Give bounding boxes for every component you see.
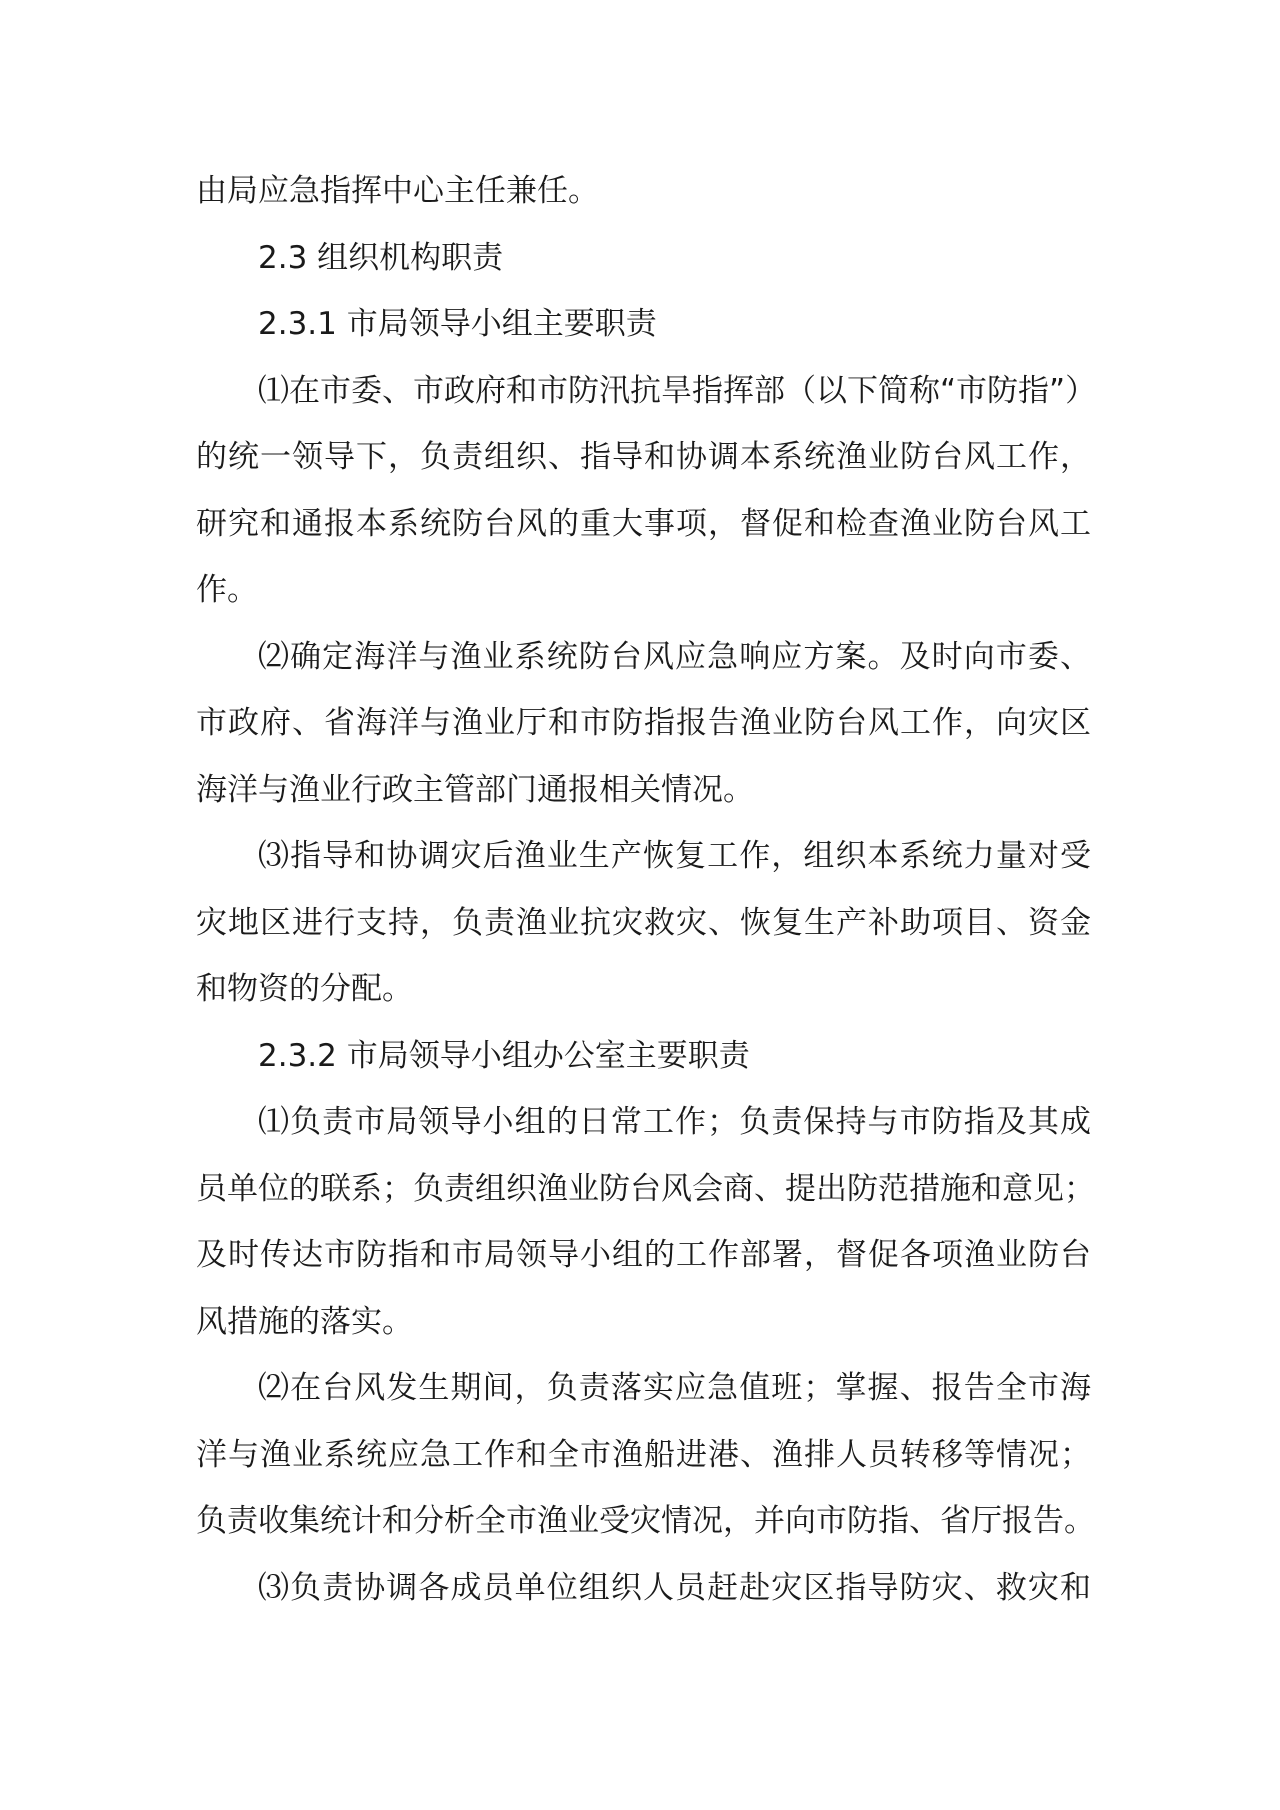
text-line: 和物资的分配。 [196, 971, 413, 1007]
text-line: 的统一领导下，负责组织、指导和协调本系统渔业防台风工作， [196, 439, 1091, 475]
paragraph-first-line: ⑴在市委、市政府和市防汛抗旱指挥部（以下简称“市防指”） [258, 372, 1097, 409]
paragraph-first-line: ⑵在台风发生期间，负责落实应急值班；掌握、报告全市海 [258, 1370, 1091, 1406]
paragraph-first-line: ⑶指导和协调灾后渔业生产恢复工作，组织本系统力量对受 [258, 838, 1091, 874]
paragraph-first-line: ⑵确定海洋与渔业系统防台风应急响应方案。及时向市委、 [258, 638, 1091, 675]
text-line: 灾地区进行支持，负责渔业抗灾救灾、恢复生产补助项目、资金 [196, 904, 1091, 941]
section-heading: 2.3 组织机构职责 [258, 239, 504, 276]
paragraph-first-line: ⑴负责市局领导小组的日常工作；负责保持与市防指及其成 [258, 1104, 1091, 1140]
document-page [196, 158, 1097, 1621]
text-line: 风措施的落实。 [196, 1303, 413, 1340]
text-line: 员单位的联系；负责组织渔业防台风会商、提出防范措施和意见； [196, 1170, 1095, 1207]
text-line: 负责收集统计和分析全市渔业受灾情况，并向市防指、省厅报告。 [196, 1503, 1095, 1539]
text-line: 海洋与渔业行政主管部门通报相关情况。 [196, 771, 754, 808]
text-line: 由局应急指挥中心主任兼任。 [196, 173, 599, 209]
text-line: 研究和通报本系统防台风的重大事项，督促和检查渔业防台风工 [196, 505, 1091, 542]
paragraph-first-line: ⑶负责协调各成员单位组织人员赶赴灾区指导防灾、救灾和 [258, 1569, 1091, 1606]
text-line: 及时传达市防指和市局领导小组的工作部署，督促各项渔业防台 [196, 1237, 1091, 1273]
subsection-heading: 2.3.2 市局领导小组办公室主要职责 [258, 1037, 750, 1074]
subsection-heading: 2.3.1 市局领导小组主要职责 [258, 306, 657, 342]
text-line: 洋与渔业系统应急工作和全市渔船进港、渔排人员转移等情况； [196, 1436, 1091, 1473]
text-line: 市政府、省海洋与渔业厅和市防指报告渔业防台风工作，向灾区 [196, 705, 1091, 741]
text-line: 作。 [196, 572, 258, 608]
